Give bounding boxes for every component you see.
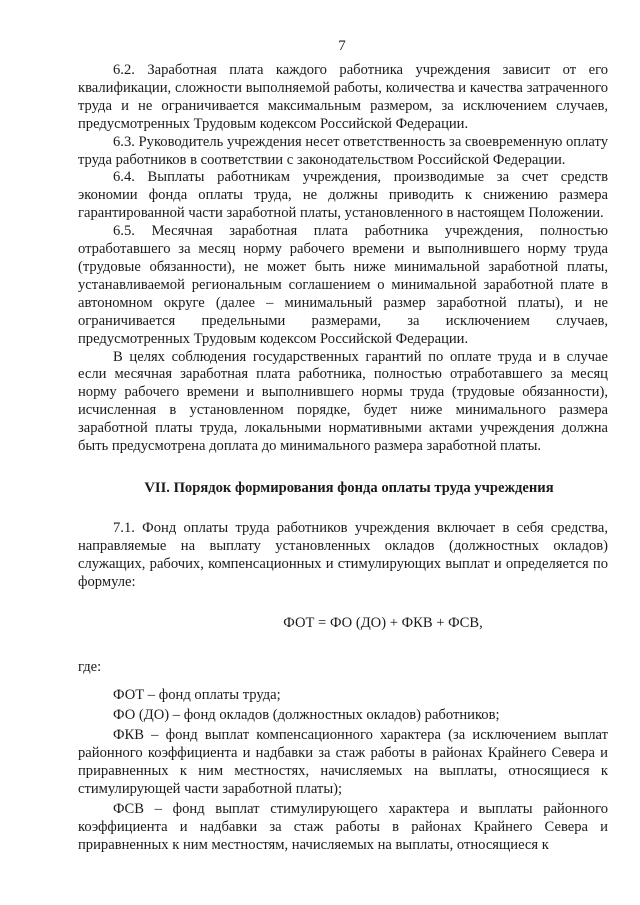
page-number: 7 [338,38,346,54]
paragraph-6-3: 6.3. Руководитель учреждения несет ответственность за своевременную оплату труда работников в соответствии с законодательством Российской Федерации. [78,133,608,168]
definition-fkv: ФКВ – фонд выплат компенсационного характера (за исключением выплат районного коэффициента и надбавки за стаж работы в районах Крайнего Севера и приравненных к ним местностях, начисляемых на выплаты, относящиеся к стимулирующей части заработной платы); [78,727,608,797]
paragraph-guarantees: В целях соблюдения государственных гарантий по оплате труда и в случае если месячная заработная плата работника, полностью отработавшего за месяц норму рабочего времени и выполнившего нормы труда (трудовые обязанности), исчисленная в установленном порядке, будет ниже минимального размера заработной платы труда, локальными нормативными актами учреждения должна быть предусмотрена доплата до минимального размера заработной платы. [78,348,608,455]
definition-fsv: ФСВ – фонд выплат стимулирующего характера и выплаты районного коэффициента и надбавки за стаж работы в районах Крайнего Севера и приравненных к ним местностям, начисляемых на выплаты, относящиеся к [78,800,608,853]
paragraph-6-2: 6.2. Заработная плата каждого работника учреждения зависит от его квалификации, сложности выполняемой работы, количества и качества затраченного труда и не ограничивается максимальным размером, за исключением случаев, предусмотренных Трудовым кодексом Российской Федерации. [78,62,608,132]
paragraph-6-4: 6.4. Выплаты работникам учреждения, производимые за счет средств экономии фонда оплаты труда, не должны приводить к снижению размера гарантированной части заработной платы, установленного в настоящем Положении. [78,169,608,222]
definition-fot: ФОТ – фонд оплаты труда; [113,687,281,704]
paragraph-7-1: 7.1. Фонд оплаты труда работников учреждения включает в себя средства, направляемые на выплату установленных окладов (должностных окладов) служащих, рабочих, компенсационных и стимулирующих выплат и определяется по формуле: [78,519,608,590]
document-body [78,62,608,854]
where-label: где: [78,659,102,676]
fot-formula: ФОТ = ФО (ДО) + ФКВ + ФСВ, [283,615,483,632]
paragraph-6-5: 6.5. Месячная заработная плата работника учреждения, полностью отработавшего за месяц норму рабочего времени и выполнившего норму труда (трудовые обязанности), не может быть ниже минимальной заработной платы, устанавливаемой региональным соглашением о минимальной заработной плате в автономном округе (далее – минимальный размер заработной платы), и не ограничивается предельными размерами, за исключением случаев, предусмотренных Трудовым кодексом Российской Федерации. [78,223,608,347]
section-heading: VII. Порядок формирования фонда оплаты труда учреждения [144,479,554,496]
definition-fo-do: ФО (ДО) – фонд окладов (должностных окладов) работников; [113,707,500,724]
